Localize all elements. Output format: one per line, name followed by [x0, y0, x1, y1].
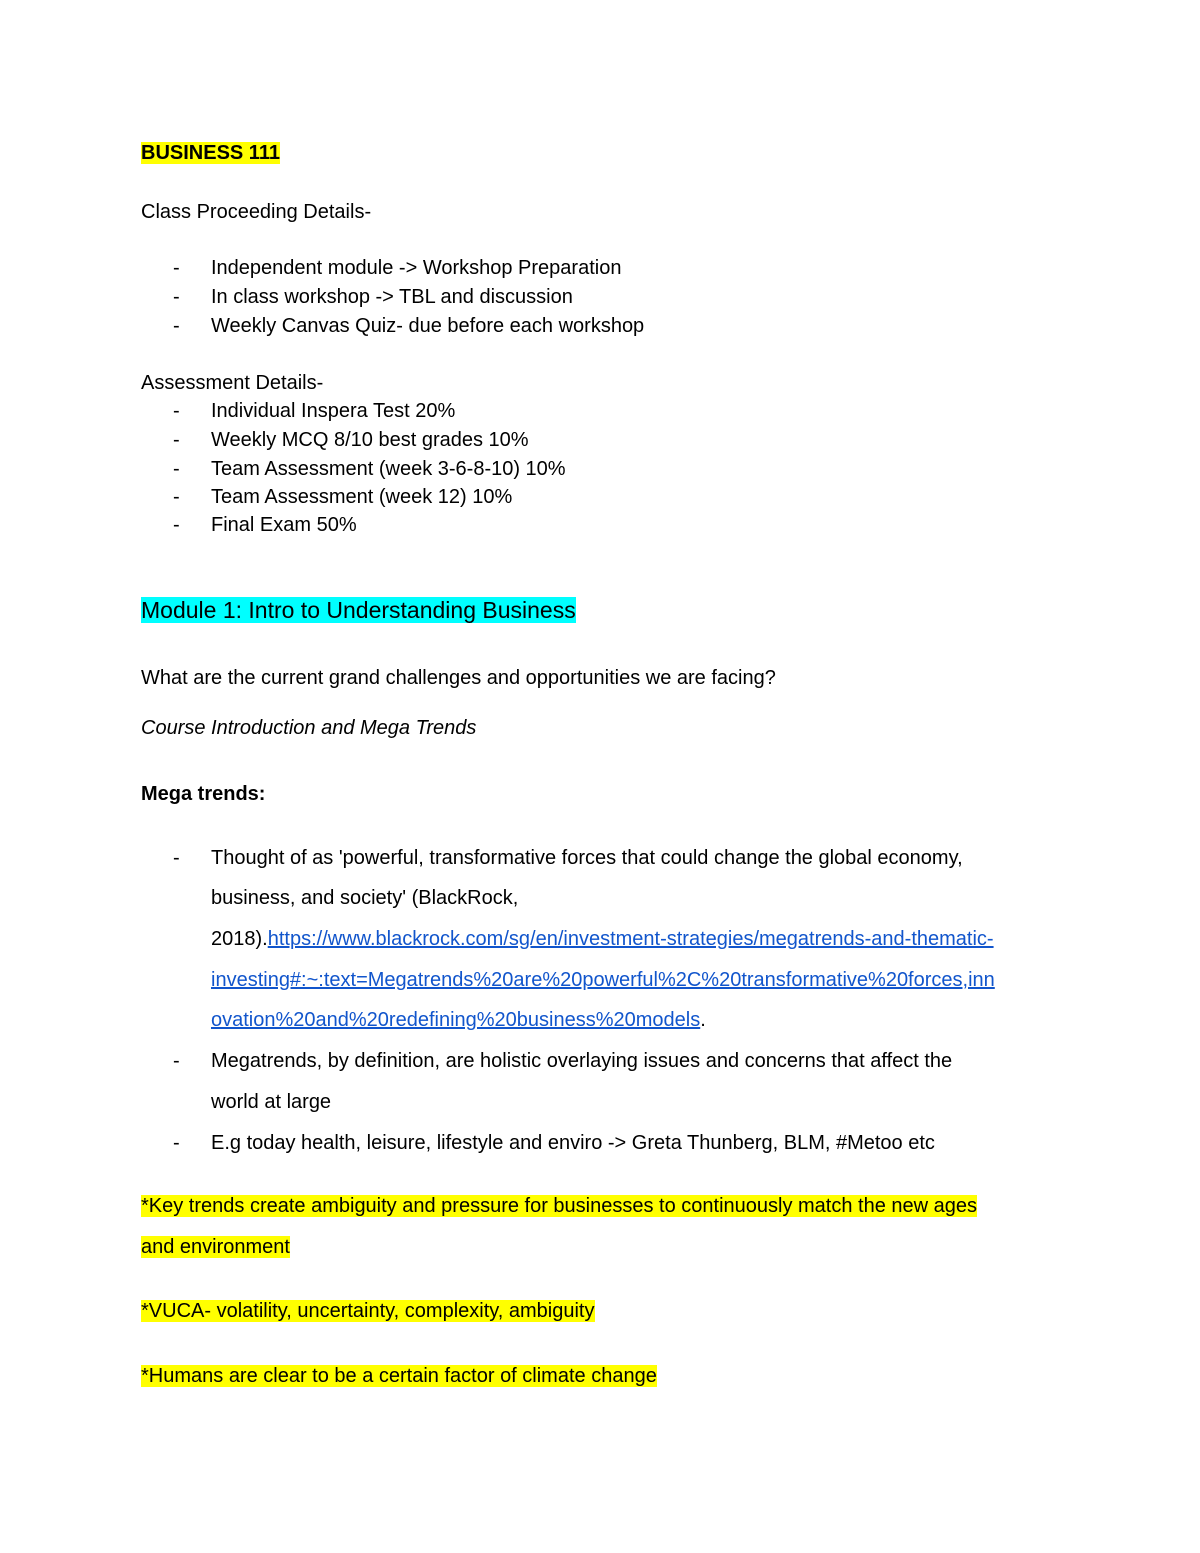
mega-item-text: Megatrends, by definition, are holistic overlaying issues and concerns that affect the — [211, 1050, 953, 1072]
bullet-dash: - — [173, 486, 180, 508]
mega-item-text: world at large — [211, 1091, 332, 1113]
assessment-item: Weekly MCQ 8/10 best grades 10% — [211, 429, 529, 451]
class-item: Independent module -> Workshop Preparation — [211, 257, 622, 279]
blackrock-link[interactable]: investing#:~:text=Megatrends%20are%20powerful%2C%20transformative%20forces,inn — [211, 969, 995, 991]
mega-item-text: E.g today health, leisure, lifestyle and enviro -> Greta Thunberg, BLM, #Metoo etc — [211, 1132, 935, 1154]
mega-item-link-line — [211, 968, 995, 992]
mega-item-link-line: 2018).https://www.blackrock.com/sg/en/investment-strategies/megatrends-and-thematic- — [211, 928, 994, 950]
key-note: *VUCA- volatility, uncertainty, complexity, ambiguity — [141, 1300, 595, 1322]
assessment-item: Final Exam 50% — [211, 514, 357, 536]
class-details-heading: Class Proceeding Details- — [141, 201, 372, 223]
bullet-dash: - — [173, 286, 180, 308]
bullet-dash: - — [173, 429, 180, 451]
mega-trends-heading: Mega trends: — [141, 783, 266, 805]
key-note: *Humans are clear to be a certain factor of climate change — [141, 1365, 657, 1387]
module-heading: Module 1: Intro to Understanding Business — [141, 597, 576, 623]
bullet-dash: - — [173, 400, 180, 422]
blackrock-link[interactable]: https://www.blackrock.com/sg/en/investment-strategies/megatrends-and-thematic- — [267, 928, 994, 950]
assessment-item: Team Assessment (week 12) 10% — [211, 486, 513, 508]
doc-title: BUSINESS 111 — [141, 142, 280, 164]
bullet-dash: - — [173, 847, 180, 869]
class-item: In class workshop -> TBL and discussion — [211, 286, 573, 308]
bullet-dash: - — [173, 458, 180, 480]
key-note: and environment — [141, 1236, 290, 1258]
class-item: Weekly Canvas Quiz- due before each workshop — [211, 315, 645, 337]
mega-item-text: business, and society' (BlackRock, — [211, 887, 519, 909]
blackrock-link[interactable]: ovation%20and%20redefining%20business%20models — [211, 1009, 701, 1031]
bullet-dash: - — [173, 1050, 180, 1072]
assessment-item: Individual Inspera Test 20% — [211, 400, 456, 422]
section-subtitle: Course Introduction and Mega Trends — [141, 717, 477, 739]
mega-item-link-line: ovation%20and%20redefining%20business%20models. — [211, 1009, 706, 1031]
key-note: *Key trends create ambiguity and pressure for businesses to continuously match the new ages — [141, 1195, 978, 1217]
bullet-dash: - — [173, 257, 180, 279]
question-text: What are the current grand challenges and opportunities we are facing? — [141, 667, 776, 689]
bullet-dash: - — [173, 514, 180, 536]
mega-item-text: Thought of as 'powerful, transformative forces that could change the global economy, — [211, 847, 963, 869]
bullet-dash: - — [173, 315, 180, 337]
assessment-details-heading: Assessment Details- — [141, 372, 324, 394]
bullet-dash: - — [173, 1132, 180, 1154]
assessment-item: Team Assessment (week 3-6-8-10) 10% — [211, 458, 566, 480]
